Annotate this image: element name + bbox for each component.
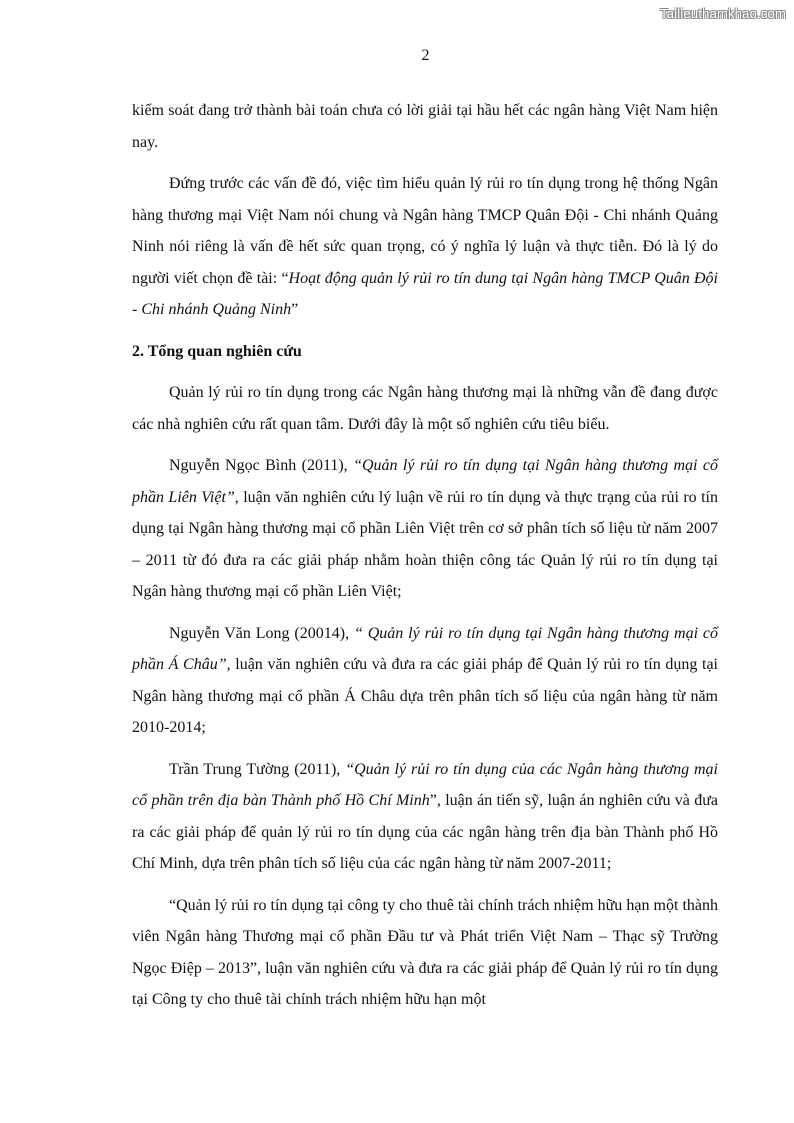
document-body: [132, 95, 718, 1026]
author-citation: Trần Trung Tường (2011),: [169, 760, 346, 778]
watermark: Tailieuthamkhao.com: [660, 6, 786, 21]
paragraph-1: kiểm soát đang trở thành bài toán chưa có lời giải tại hầu hết các ngân hàng Việt Nam hiện nay.: [132, 102, 718, 151]
work-title: “Quản lý rủi ro tín dụng của các Ngân hàng thương mại cổ phần trên địa bàn Thành phố Hồ Chí Minh: [132, 760, 718, 809]
work-description: , luận văn nghiên cứu lý luận về rủi ro tín dụng và thực trạng của rủi ro tín dụng tại Ngân hàng thương mại cổ phần Liên Việt trên cơ sở phân tích số liệu từ năm 2007 – 2011 từ đó đưa ra các giải pháp nhằm hoàn thiện công tác Quản lý rủi ro tín dụng tại Ngân hàng thương mại cổ phần Liên Việt;: [132, 488, 719, 600]
paragraph-2: [132, 168, 718, 326]
paragraph-2-text: Đứng trước các vấn đề đó, việc tìm hiểu quản lý rủi ro tín dụng trong hệ thống Ngân hàng thương mại Việt Nam nói chung và Ngân hàng TMCP Quân Đội - Chi nhánh Quảng Ninh nói riêng là vấn đề hết sức quan trọng, có ý nghĩa lý luận và thực tiễn. Đó là lý do người viết chọn đề tài: “: [132, 175, 718, 287]
work-description: , luận văn nghiên cứu và đưa ra các giải pháp để Quản lý rủi ro tín dụng tại Ngân hàng thương mại cổ phần Á Châu dựa trên phân tích số liệu của ngân hàng từ năm 2010-2014;: [132, 656, 719, 736]
paragraph-7: “Quản lý rủi ro tín dụng tại công ty cho thuê tài chính trách nhiệm hữu hạn một thành viên Ngân hàng Thương mại cổ phần Đầu tư và Phát triển Việt Nam – Thạc sỹ Trường Ngọc Điệp – 2013”, luận văn nghiên cứu và đưa ra các giải pháp để Quản lý rủi ro tín dụng tại Công ty cho thuê tài chính trách nhiệm hữu hạn một: [132, 896, 718, 1008]
author-citation: Nguyễn Văn Long (20014),: [169, 624, 354, 642]
thesis-title: Hoạt động quản lý rủi ro tín dung tại Ngân hàng TMCP Quân Đội - Chi nhánh Quảng Ninh: [132, 269, 718, 318]
paragraph-4: [132, 450, 718, 608]
author-citation: Nguyễn Ngọc Bình (2011),: [169, 457, 354, 474]
paragraph-3: Quản lý rủi ro tín dụng trong các Ngân hàng thương mại là những vẫn đề đang được các nhà nghiên cứu rất quan tâm. Dưới đây là một số nghiên cứu tiêu biểu.: [132, 384, 718, 433]
work-title: “Quản lý rủi ro tín dụng tại Ngân hàng thương mại cổ phần Liên Việt”: [132, 457, 718, 506]
work-description: ”, luận án tiến sỹ, luận án nghiên cứu và đưa ra các giải pháp để quản lý rủi ro tín dụng của các ngân hàng trên địa bàn Thành phố Hồ Chí Minh, dựa trên phân tích số liệu của các ngân hàng từ năm 2007-2011;: [132, 792, 719, 872]
work-title: “ Quản lý rủi ro tín dụng tại Ngân hàng thương mại cổ phần Á Châu”: [132, 624, 718, 673]
page-number: 2: [421, 47, 430, 64]
paragraph-6: [132, 754, 718, 880]
paragraph-5: [132, 618, 718, 744]
section-heading: 2. Tổng quan nghiên cứu: [132, 342, 302, 360]
paragraph-2-close: ”: [291, 301, 299, 318]
